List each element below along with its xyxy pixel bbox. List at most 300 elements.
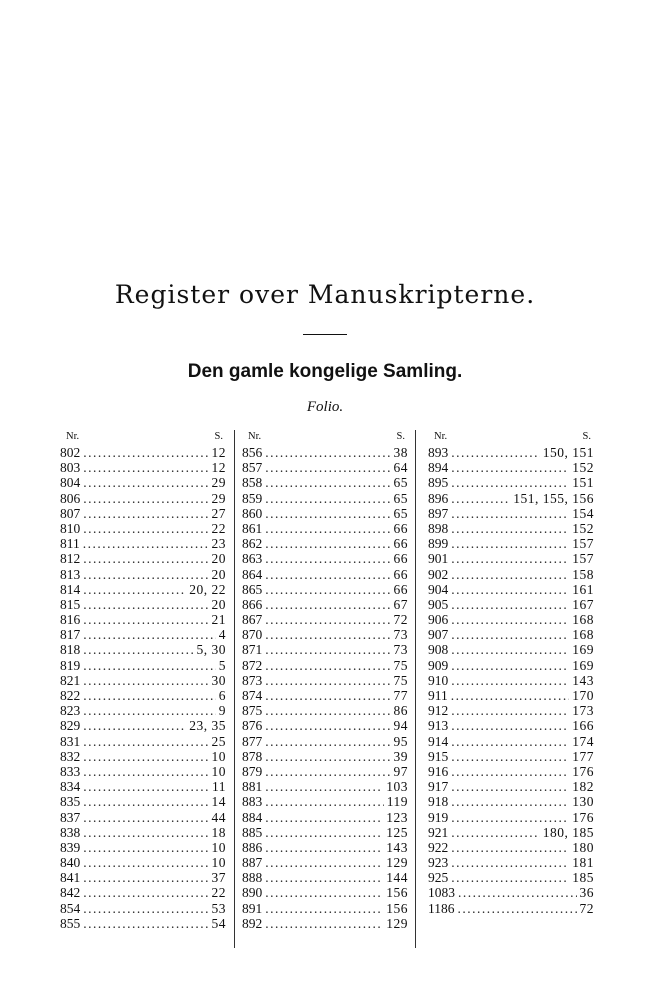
manuscript-number: 867 — [242, 612, 263, 628]
dot-leader — [83, 703, 216, 718]
index-rows — [60, 445, 226, 931]
dot-leader — [265, 885, 383, 900]
dot-leader — [265, 794, 384, 809]
index-entry — [242, 901, 408, 916]
index-entry — [242, 825, 408, 840]
dot-leader — [83, 673, 208, 688]
dot-leader — [83, 779, 209, 794]
manuscript-number: 829 — [60, 718, 81, 734]
dot-leader — [451, 658, 569, 673]
index-entry — [242, 749, 408, 764]
index-entry — [242, 642, 408, 657]
page-reference: 168 — [572, 627, 594, 643]
manuscript-number: 909 — [428, 657, 449, 673]
index-entry — [242, 551, 408, 566]
page-reference: 157 — [572, 536, 594, 552]
dot-leader — [451, 445, 540, 460]
index-entry — [242, 734, 408, 749]
index-entry — [242, 810, 408, 825]
index-entry — [60, 627, 226, 642]
page-reference: 180, 185 — [542, 824, 594, 840]
page-reference: 150, 151 — [542, 445, 594, 460]
dot-leader — [265, 658, 390, 673]
column-divider — [415, 430, 416, 948]
page-reference: 167 — [572, 596, 594, 612]
page-reference: 169 — [572, 657, 594, 673]
manuscript-number: 923 — [428, 855, 449, 871]
dot-leader — [265, 825, 383, 840]
manuscript-number: 878 — [242, 748, 263, 764]
manuscript-number: 821 — [60, 672, 81, 688]
dot-leader — [265, 491, 390, 506]
column-header — [242, 428, 408, 445]
dot-leader — [451, 536, 569, 551]
dot-leader — [265, 870, 383, 885]
index-entry — [242, 627, 408, 642]
page-reference: 72 — [393, 612, 408, 628]
manuscript-number: 815 — [60, 596, 81, 612]
dot-leader — [451, 688, 570, 703]
manuscript-number: 879 — [242, 763, 263, 779]
manuscript-number: 910 — [428, 672, 449, 688]
page-header: S. — [582, 431, 591, 442]
column-header — [428, 428, 594, 445]
dot-leader — [265, 840, 383, 855]
dot-leader — [451, 612, 569, 627]
dot-leader — [451, 642, 569, 657]
page-reference: 37 — [211, 870, 226, 886]
page-reference: 10 — [211, 748, 226, 764]
index-entry — [60, 703, 226, 718]
dot-leader — [451, 506, 569, 521]
manuscript-number: 856 — [242, 445, 263, 460]
manuscript-number: 916 — [428, 763, 449, 779]
dot-leader — [265, 916, 383, 931]
index-rows — [242, 445, 408, 931]
page-reference: 29 — [211, 490, 226, 506]
index-entry — [428, 855, 594, 870]
page-reference: 65 — [393, 475, 408, 491]
page-reference: 5, 30 — [196, 642, 226, 658]
index-entry — [428, 825, 594, 840]
manuscript-number: 890 — [242, 885, 263, 901]
manuscript-number: 834 — [60, 779, 81, 795]
manuscript-number: 803 — [60, 460, 81, 476]
manuscript-number: 854 — [60, 900, 81, 916]
dot-leader — [83, 551, 208, 566]
manuscript-number: 886 — [242, 839, 263, 855]
index-entry — [60, 658, 226, 673]
dot-leader — [83, 536, 209, 551]
index-entry — [428, 612, 594, 627]
index-entry — [60, 734, 226, 749]
page-reference: 130 — [572, 794, 594, 810]
dot-leader — [451, 460, 569, 475]
dot-leader — [83, 688, 216, 703]
format-label: Folio. — [306, 399, 344, 415]
manuscript-number: 861 — [242, 520, 263, 536]
index-entry — [242, 916, 408, 931]
manuscript-number: 833 — [60, 763, 81, 779]
manuscript-number: 811 — [60, 536, 80, 552]
manuscript-number: 906 — [428, 612, 449, 628]
dot-leader — [265, 703, 390, 718]
manuscript-number: 891 — [242, 900, 263, 916]
dot-leader — [265, 642, 390, 657]
index-entry — [60, 810, 226, 825]
page-reference: 22 — [211, 885, 226, 901]
index-column-1 — [60, 428, 226, 931]
manuscript-number: 902 — [428, 566, 449, 582]
page-header: S. — [396, 431, 405, 442]
dot-leader — [265, 536, 390, 551]
index-column-3 — [428, 428, 594, 916]
dot-leader — [83, 825, 208, 840]
manuscript-number: 1186 — [428, 900, 455, 916]
dot-leader — [265, 673, 390, 688]
dot-leader — [451, 855, 569, 870]
page-reference: 65 — [393, 490, 408, 506]
manuscript-number: 873 — [242, 672, 263, 688]
index-entry — [60, 718, 226, 733]
manuscript-number: 818 — [60, 642, 81, 658]
index-entry — [242, 597, 408, 612]
dot-leader — [83, 521, 208, 536]
manuscript-number: 804 — [60, 475, 81, 491]
index-entry — [242, 885, 408, 900]
index-entry — [242, 521, 408, 536]
dot-leader — [265, 506, 390, 521]
manuscript-number: 835 — [60, 794, 81, 810]
page-header: S. — [214, 431, 223, 442]
manuscript-number: 887 — [242, 855, 263, 871]
manuscript-number: 895 — [428, 475, 449, 491]
index-entry — [242, 764, 408, 779]
manuscript-number: 901 — [428, 551, 449, 567]
manuscript-number: 885 — [242, 824, 263, 840]
index-entry — [242, 718, 408, 733]
index-entry — [428, 445, 594, 460]
manuscript-number: 864 — [242, 566, 263, 582]
page-reference: 97 — [393, 763, 408, 779]
page-reference: 67 — [393, 596, 408, 612]
manuscript-number: 840 — [60, 855, 81, 871]
index-entry — [242, 491, 408, 506]
page-reference: 66 — [393, 520, 408, 536]
page-reference: 39 — [393, 748, 408, 764]
dot-leader — [83, 491, 208, 506]
index-entry — [60, 612, 226, 627]
index-entry — [428, 642, 594, 657]
page-reference: 152 — [572, 520, 594, 536]
index-entry — [60, 673, 226, 688]
manuscript-number: 859 — [242, 490, 263, 506]
dot-leader — [83, 794, 208, 809]
dot-leader — [83, 567, 208, 582]
index-entry — [428, 734, 594, 749]
column-header — [60, 428, 226, 445]
manuscript-number: 816 — [60, 612, 81, 628]
title-rule — [303, 334, 347, 335]
page-reference: 176 — [572, 763, 594, 779]
manuscript-number: 914 — [428, 733, 449, 749]
dot-leader — [458, 885, 577, 900]
dot-leader — [83, 870, 208, 885]
dot-leader — [83, 734, 208, 749]
page-reference: 161 — [572, 581, 594, 597]
index-entry — [242, 688, 408, 703]
page-reference: 143 — [572, 672, 594, 688]
page-reference: 75 — [393, 672, 408, 688]
page-reference: 23 — [211, 536, 226, 552]
dot-leader — [265, 475, 390, 490]
section-heading: Den gamle kongelige Samling. — [187, 361, 463, 382]
manuscript-number: 904 — [428, 581, 449, 597]
page-reference: 72 — [579, 900, 594, 916]
index-entry — [242, 445, 408, 460]
dot-leader — [83, 840, 208, 855]
index-entry — [60, 779, 226, 794]
dot-leader — [83, 445, 208, 460]
page-reference: 44 — [211, 809, 226, 825]
page-reference: 156 — [386, 885, 408, 901]
page-reference: 18 — [211, 824, 226, 840]
page-reference: 20 — [211, 551, 226, 567]
index-entry — [428, 597, 594, 612]
dot-leader — [265, 521, 390, 536]
dot-leader — [265, 627, 390, 642]
dot-leader — [451, 673, 569, 688]
dot-leader — [265, 445, 390, 460]
dot-leader — [265, 779, 383, 794]
index-entry — [60, 764, 226, 779]
index-entry — [428, 688, 594, 703]
page-reference: 169 — [572, 642, 594, 658]
page-reference: 168 — [572, 612, 594, 628]
page-reference: 152 — [572, 460, 594, 476]
page-reference: 182 — [572, 779, 594, 795]
index-entry — [428, 885, 594, 900]
manuscript-number: 806 — [60, 490, 81, 506]
manuscript-number: 832 — [60, 748, 81, 764]
dot-leader — [83, 749, 208, 764]
dot-leader — [451, 779, 569, 794]
manuscript-number: 905 — [428, 596, 449, 612]
page-reference: 30 — [211, 672, 226, 688]
page-reference: 73 — [393, 627, 408, 643]
index-column-2 — [242, 428, 408, 931]
page-reference: 129 — [386, 855, 408, 871]
manuscript-number: 892 — [242, 915, 263, 931]
nr-header: Nr. — [248, 431, 262, 442]
dot-leader — [83, 642, 193, 657]
index-entry — [60, 825, 226, 840]
page-reference: 144 — [386, 870, 408, 886]
manuscript-number: 922 — [428, 839, 449, 855]
index-entry — [428, 658, 594, 673]
index-entry — [60, 916, 226, 931]
index-entry — [428, 567, 594, 582]
index-entry — [60, 582, 226, 597]
manuscript-number: 917 — [428, 779, 449, 795]
page-reference: 143 — [386, 839, 408, 855]
page-reference: 170 — [572, 688, 594, 703]
page-reference: 12 — [211, 460, 226, 476]
page-reference: 125 — [386, 824, 408, 840]
dot-leader — [265, 901, 383, 916]
page-reference: 38 — [393, 445, 408, 460]
index-entry — [242, 673, 408, 688]
index-entry — [242, 582, 408, 597]
page-reference: 151 — [572, 475, 594, 491]
dot-leader — [451, 475, 569, 490]
page-reference: 154 — [572, 505, 594, 521]
manuscript-number: 817 — [60, 627, 81, 643]
page-reference: 176 — [572, 809, 594, 825]
index-entry — [60, 901, 226, 916]
index-entry — [60, 642, 226, 657]
dot-leader — [451, 491, 510, 506]
dot-leader — [451, 627, 569, 642]
manuscript-number: 819 — [60, 657, 81, 673]
dot-leader — [451, 718, 569, 733]
manuscript-number: 839 — [60, 839, 81, 855]
dot-leader — [265, 551, 390, 566]
manuscript-number: 921 — [428, 824, 449, 840]
index-entry — [242, 460, 408, 475]
page-reference: 86 — [393, 703, 408, 719]
index-entry — [428, 475, 594, 490]
manuscript-number: 918 — [428, 794, 449, 810]
index-entry — [60, 567, 226, 582]
manuscript-number: 831 — [60, 733, 81, 749]
page-reference: 123 — [386, 809, 408, 825]
index-entry — [60, 536, 226, 551]
page-reference: 20 — [211, 566, 226, 582]
manuscript-number: 881 — [242, 779, 263, 795]
index-entry — [428, 870, 594, 885]
page-reference: 22 — [211, 520, 226, 536]
dot-leader — [83, 627, 216, 642]
manuscript-number: 907 — [428, 627, 449, 643]
nr-header: Nr. — [66, 431, 80, 442]
index-rows — [428, 445, 594, 916]
dot-leader — [265, 612, 390, 627]
index-entry — [428, 627, 594, 642]
page-reference: 75 — [393, 657, 408, 673]
dot-leader — [451, 734, 569, 749]
index-entry — [428, 901, 594, 916]
page-reference: 64 — [393, 460, 408, 476]
page-reference: 29 — [211, 475, 226, 491]
manuscript-number: 812 — [60, 551, 81, 567]
manuscript-number: 893 — [428, 445, 449, 460]
index-entry — [242, 855, 408, 870]
dot-leader — [451, 810, 569, 825]
dot-leader — [451, 597, 569, 612]
dot-leader — [451, 794, 569, 809]
manuscript-number: 862 — [242, 536, 263, 552]
manuscript-number: 884 — [242, 809, 263, 825]
dot-leader — [451, 840, 569, 855]
index-entry — [242, 506, 408, 521]
dot-leader — [83, 718, 186, 733]
index-entry — [60, 506, 226, 521]
index-entry — [60, 521, 226, 536]
page-reference: 174 — [572, 733, 594, 749]
page-reference: 4 — [218, 627, 226, 643]
index-entry — [428, 840, 594, 855]
dot-leader — [83, 597, 208, 612]
manuscript-number: 883 — [242, 794, 263, 810]
manuscript-number: 813 — [60, 566, 81, 582]
manuscript-number: 822 — [60, 688, 81, 703]
page-reference: 66 — [393, 536, 408, 552]
page-reference: 10 — [211, 839, 226, 855]
manuscript-number: 866 — [242, 596, 263, 612]
index-entry — [428, 749, 594, 764]
manuscript-number: 919 — [428, 809, 449, 825]
page-reference: 11 — [212, 779, 226, 795]
index-entry — [60, 794, 226, 809]
dot-leader — [265, 855, 383, 870]
manuscript-number: 823 — [60, 703, 81, 719]
index-entry — [428, 794, 594, 809]
page-reference: 10 — [211, 855, 226, 871]
dot-leader — [265, 764, 390, 779]
manuscript-number: 810 — [60, 520, 81, 536]
index-entry — [60, 749, 226, 764]
dot-leader — [451, 764, 569, 779]
manuscript-number: 897 — [428, 505, 449, 521]
page-reference: 66 — [393, 551, 408, 567]
index-entry — [428, 506, 594, 521]
dot-leader — [83, 475, 208, 490]
dot-leader — [458, 901, 577, 916]
index-entry — [60, 840, 226, 855]
index-entry — [428, 582, 594, 597]
dot-leader — [451, 582, 569, 597]
index-entry — [60, 551, 226, 566]
index-entry — [242, 840, 408, 855]
page-reference: 185 — [572, 870, 594, 886]
manuscript-number: 855 — [60, 915, 81, 931]
page-reference: 65 — [393, 505, 408, 521]
page-reference: 181 — [572, 855, 594, 871]
manuscript-number: 857 — [242, 460, 263, 476]
index-entry — [428, 718, 594, 733]
page-reference: 20 — [211, 596, 226, 612]
index-entry — [60, 885, 226, 900]
page-reference: 6 — [218, 688, 226, 703]
manuscript-number: 842 — [60, 885, 81, 901]
index-entry — [428, 673, 594, 688]
dot-leader — [83, 810, 208, 825]
page-reference: 10 — [211, 763, 226, 779]
index-entry — [428, 764, 594, 779]
index-entry — [428, 460, 594, 475]
index-entry — [60, 597, 226, 612]
page-reference: 5 — [218, 657, 226, 673]
page-reference: 73 — [393, 642, 408, 658]
page-reference: 25 — [211, 733, 226, 749]
page-reference: 119 — [386, 794, 408, 810]
manuscript-number: 863 — [242, 551, 263, 567]
page-reference: 14 — [211, 794, 226, 810]
dot-leader — [83, 460, 208, 475]
dot-leader — [265, 718, 390, 733]
dot-leader — [83, 764, 208, 779]
